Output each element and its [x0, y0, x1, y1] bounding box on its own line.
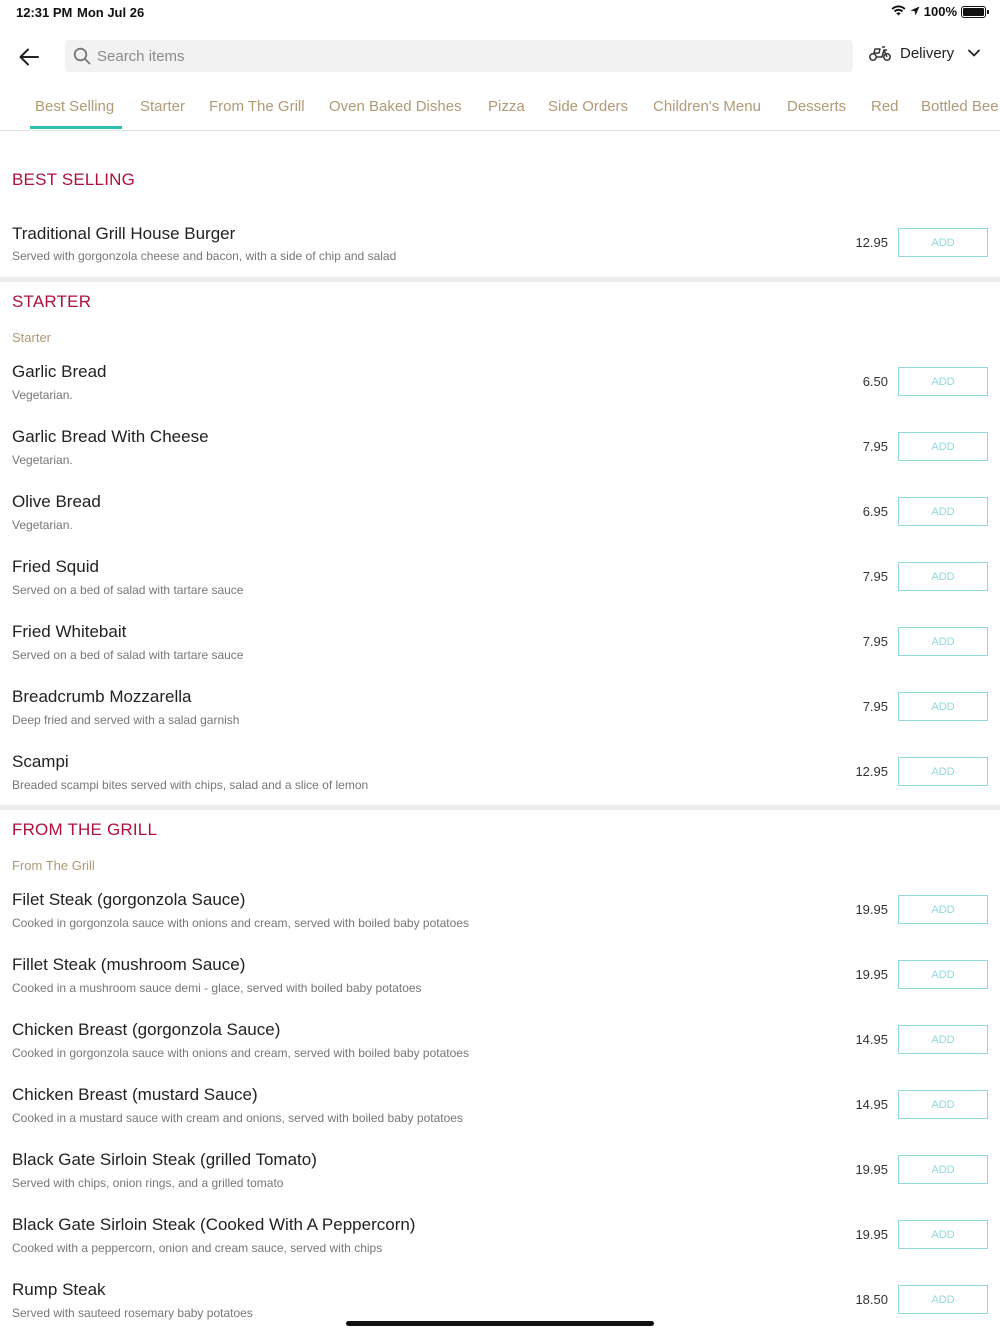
item-description: Cooked in a mushroom sauce demi - glace, served with boiled baby potatoes	[12, 981, 422, 995]
add-button[interactable]: ADD	[898, 432, 988, 461]
tab-oven-baked-dishes[interactable]: Oven Baked Dishes	[329, 98, 462, 115]
section-divider	[0, 805, 1000, 810]
section-subtitle-starter: Starter	[12, 330, 52, 345]
item-description: Served with gorgonzola cheese and bacon, with a side of chip and salad	[12, 249, 397, 263]
item-description: Served on a bed of salad with tartare sauce	[12, 583, 244, 597]
item-description: Cooked in gorgonzola sauce with onions and cream, served with boiled baby potatoes	[12, 916, 469, 930]
add-button[interactable]: ADD	[898, 1285, 988, 1314]
add-button[interactable]: ADD	[898, 757, 988, 786]
tab-starter[interactable]: Starter	[140, 98, 186, 115]
chevron-down-icon	[968, 49, 980, 57]
section-divider	[0, 277, 1000, 282]
add-button[interactable]: ADD	[898, 562, 988, 591]
item-name[interactable]: Olive Bread	[12, 492, 101, 511]
item-description: Deep fried and served with a salad garnish	[12, 713, 240, 727]
item-name[interactable]: Chicken Breast (mustard Sauce)	[12, 1085, 258, 1104]
add-button[interactable]: ADD	[898, 367, 988, 396]
item-description: Vegetarian.	[12, 453, 73, 467]
item-name[interactable]: Black Gate Sirloin Steak (grilled Tomato)	[12, 1150, 317, 1169]
tab-desserts[interactable]: Desserts	[787, 98, 847, 115]
back-button[interactable]	[16, 44, 42, 70]
item-price: 19.95	[855, 967, 888, 982]
item-price: 14.95	[855, 1032, 888, 1047]
item-description: Served on a bed of salad with tartare sauce	[12, 648, 244, 662]
add-button[interactable]: ADD	[898, 692, 988, 721]
status-time: 12:31 PM	[16, 5, 73, 20]
add-button[interactable]: ADD	[898, 1025, 988, 1054]
item-price: 7.95	[862, 634, 888, 649]
category-tabs	[0, 92, 1000, 131]
item-name[interactable]: Fillet Steak (mushroom Sauce)	[12, 955, 246, 974]
item-price: 6.95	[862, 504, 888, 519]
tab-best-selling[interactable]: Best Selling	[35, 98, 115, 115]
item-description: Cooked in a mustard sauce with cream and onions, served with boiled baby potatoes	[12, 1111, 463, 1125]
item-name[interactable]: Black Gate Sirloin Steak (Cooked With A Peppercorn)	[12, 1215, 416, 1234]
location-arrow-icon	[910, 4, 920, 19]
arrow-left-icon	[19, 48, 39, 66]
delivery-label: Delivery	[900, 44, 955, 62]
item-name[interactable]: Scampi	[12, 752, 69, 771]
home-indicator[interactable]	[346, 1321, 654, 1326]
tab-side-orders[interactable]: Side Orders	[548, 98, 629, 115]
item-description: Cooked with a peppercorn, onion and cream sauce, served with chips	[12, 1241, 383, 1255]
add-button[interactable]: ADD	[898, 895, 988, 924]
add-button[interactable]: ADD	[898, 497, 988, 526]
battery-percent: 100%	[923, 4, 957, 19]
active-tab-indicator	[30, 126, 122, 129]
add-button[interactable]: ADD	[898, 228, 988, 257]
section-title-from-the-grill: FROM THE GRILL	[12, 820, 158, 839]
item-description: Vegetarian.	[12, 518, 73, 532]
search-box[interactable]	[65, 40, 853, 72]
item-name[interactable]: Fried Squid	[12, 557, 99, 576]
item-description: Cooked in gorgonzola sauce with onions and cream, served with boiled baby potatoes	[12, 1046, 469, 1060]
header	[0, 40, 1000, 74]
status-date: Mon Jul 26	[77, 5, 145, 20]
item-price: 7.95	[862, 439, 888, 454]
wifi-icon	[891, 4, 906, 19]
item-price: 12.95	[855, 235, 888, 250]
add-button[interactable]: ADD	[898, 1155, 988, 1184]
tab-childrens-menu[interactable]: Children's Menu	[653, 98, 761, 115]
tab-red[interactable]: Red	[871, 98, 899, 115]
item-description: Breaded scampi bites served with chips, salad and a slice of lemon	[12, 778, 369, 792]
tab-from-the-grill[interactable]: From The Grill	[209, 98, 305, 115]
item-price: 19.95	[855, 902, 888, 917]
tab-bottled-beer[interactable]: Bottled Bee	[921, 98, 999, 115]
add-button[interactable]: ADD	[898, 627, 988, 656]
item-name[interactable]: Breadcrumb Mozzarella	[12, 687, 192, 706]
section-title-best-selling: BEST SELLING	[12, 170, 136, 189]
item-name[interactable]: Rump Steak	[12, 1280, 106, 1299]
item-price: 7.95	[862, 699, 888, 714]
add-button[interactable]: ADD	[898, 1090, 988, 1119]
item-name[interactable]: Filet Steak (gorgonzola Sauce)	[12, 890, 246, 909]
search-input[interactable]	[97, 48, 797, 65]
item-price: 12.95	[855, 764, 888, 779]
status-indicators	[891, 4, 986, 19]
add-button[interactable]: ADD	[898, 960, 988, 989]
item-price: 18.50	[855, 1292, 888, 1307]
item-price: 14.95	[855, 1097, 888, 1112]
item-name[interactable]: Chicken Breast (gorgonzola Sauce)	[12, 1020, 281, 1039]
section-subtitle-from-the-grill: From The Grill	[12, 858, 95, 873]
item-price: 6.50	[862, 374, 888, 389]
item-name[interactable]: Fried Whitebait	[12, 622, 127, 641]
item-name[interactable]: Traditional Grill House Burger	[12, 224, 236, 243]
item-price: 19.95	[855, 1227, 888, 1242]
status-bar	[0, 0, 1000, 24]
scooter-icon	[868, 44, 892, 62]
add-button[interactable]: ADD	[898, 1220, 988, 1249]
section-title-starter: STARTER	[12, 292, 92, 311]
tab-pizza[interactable]: Pizza	[488, 98, 525, 115]
item-price: 19.95	[855, 1162, 888, 1177]
battery-icon	[961, 6, 986, 18]
item-description: Vegetarian.	[12, 388, 73, 402]
item-description: Served with sauteed rosemary baby potatoes	[12, 1306, 253, 1320]
item-name[interactable]: Garlic Bread	[12, 362, 107, 381]
item-description: Served with chips, onion rings, and a grilled tomato	[12, 1176, 284, 1190]
item-price: 7.95	[862, 569, 888, 584]
search-icon	[73, 47, 91, 65]
item-name[interactable]: Garlic Bread With Cheese	[12, 427, 209, 446]
delivery-selector[interactable]	[868, 44, 980, 62]
